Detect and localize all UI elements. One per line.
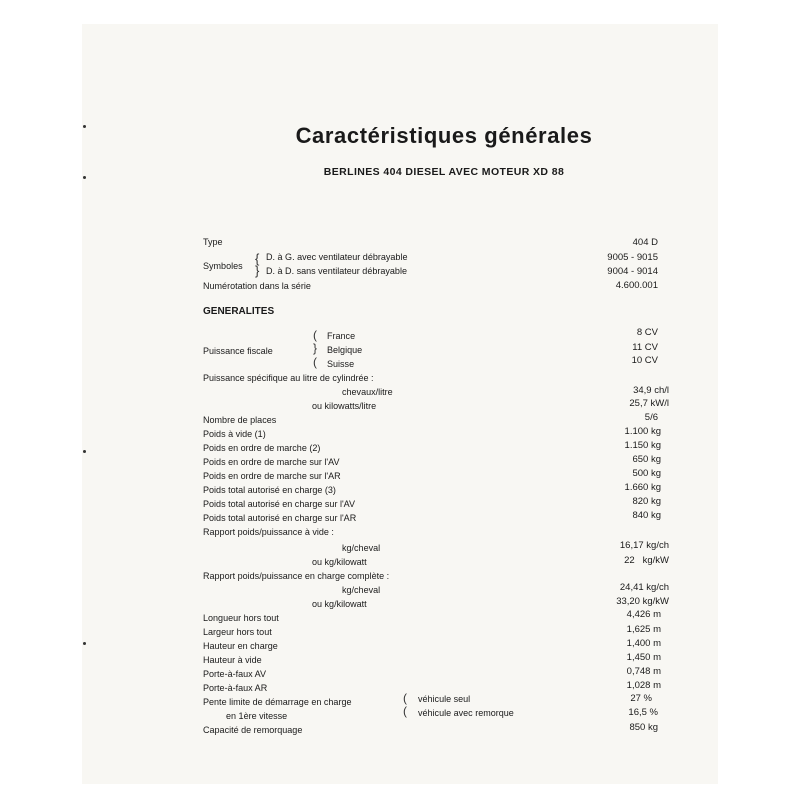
row-label: Pente limite de démarrage en charge (203, 697, 352, 708)
row-label: Poids en ordre de marche (2) (203, 443, 321, 454)
row-label: Poids en ordre de marche sur l'AR (203, 471, 341, 482)
margin-mark (83, 642, 86, 645)
row-sublabel: kg/cheval (342, 585, 381, 596)
row-value: 0,748 m (626, 666, 661, 677)
brace-mark: } (313, 341, 318, 355)
row-value: 22 kg/kW (624, 555, 669, 566)
row-sublabel: ou kg/kilowatt (312, 599, 367, 610)
row-label: Puissance fiscale (203, 346, 273, 357)
row-label: Porte-à-faux AV (203, 669, 267, 680)
row-value: 34,9 ch/l (633, 385, 669, 396)
row-value: 16,17 kg/ch (619, 540, 669, 551)
row-value: 1,028 m (626, 680, 661, 691)
row-label: Rapport poids/puissance à vide : (203, 527, 334, 538)
row-value: 4.600.001 (615, 280, 658, 291)
row-value: 650 kg (632, 454, 661, 465)
row-value: 24,41 kg/ch (619, 582, 669, 593)
row-label: Porte-à-faux AR (203, 683, 268, 694)
row-value: 9004 - 9014 (607, 266, 658, 277)
row-sublabel: véhicule avec remorque (418, 708, 514, 719)
row-value: 500 kg (632, 468, 661, 479)
brace-mark: ( (313, 355, 317, 369)
row-label: Longueur hors tout (203, 613, 279, 624)
row-sublabel: D. à G. avec ventilateur débrayable (266, 252, 408, 263)
brace-mark: { (255, 251, 260, 266)
row-value: 1,450 m (626, 652, 661, 663)
row-value: 1,400 m (626, 638, 661, 649)
brace-mark: } (255, 263, 260, 278)
row-value: 404 D (632, 237, 658, 248)
row-label: Nombre de places (203, 415, 277, 426)
row-label: Hauteur en charge (203, 641, 278, 652)
row-label: Puissance spécifique au litre de cylindrée : (203, 373, 374, 384)
row-value: 9005 - 9015 (607, 252, 658, 263)
row-label: Poids total autorisé en charge sur l'AV (203, 499, 356, 510)
brace-mark: ( (313, 328, 317, 342)
row-value: 1,625 m (626, 624, 661, 635)
row-label: Poids total autorisé en charge sur l'AR (203, 513, 357, 524)
row-label: Numérotation dans la série (203, 281, 311, 292)
row-label: Poids en ordre de marche sur l'AV (203, 457, 340, 468)
row-sublabel: kg/cheval (342, 543, 381, 554)
section-heading: GENERALITES (203, 306, 275, 317)
row-value: 840 kg (632, 510, 661, 521)
brace-mark: ( (403, 691, 407, 705)
row-sublabel: ou kilowatts/litre (312, 401, 377, 412)
row-value: 1.660 kg (624, 482, 661, 493)
row-label: Poids total autorisé en charge (3) (203, 485, 336, 496)
row-sublabel: Suisse (327, 359, 355, 370)
row-value: 11 CV (632, 342, 658, 353)
row-sublabel: D. à D. sans ventilateur débrayable (266, 266, 407, 277)
row-label: Capacité de remorquage (203, 725, 303, 736)
row-value: 5/6 (644, 412, 658, 423)
row-label: Hauteur à vide (203, 655, 262, 666)
row-value: 16,5 % (628, 707, 658, 718)
row-value: 8 CV (636, 327, 658, 338)
row-sublabel: chevaux/litre (342, 387, 393, 398)
row-value: 27 % (630, 693, 652, 704)
row-value: 850 kg (629, 722, 658, 733)
page-title: Caractéristiques générales (295, 123, 593, 148)
row-sublabel: véhicule seul (418, 694, 471, 705)
row-value: 1.150 kg (624, 440, 661, 451)
row-sublabel: ou kg/kilowatt (312, 557, 367, 568)
row-label: Type (203, 237, 223, 248)
brace-mark: ( (403, 704, 407, 718)
row-value: 33,20 kg/kW (616, 596, 669, 607)
row-value: 1.100 kg (624, 426, 661, 437)
row-sublabel: France (327, 331, 356, 342)
row-value: 820 kg (632, 496, 661, 507)
page-subtitle: BERLINES 404 DIESEL AVEC MOTEUR XD 88 (323, 166, 565, 178)
margin-mark (83, 450, 86, 453)
row-label: Poids à vide (1) (203, 429, 266, 440)
row-sublabel: Belgique (327, 345, 363, 356)
row-label: Largeur hors tout (203, 627, 272, 638)
row-label: Rapport poids/puissance en charge complète : (203, 571, 390, 582)
row-label: en 1ère vitesse (226, 711, 288, 722)
row-value: 25,7 kW/l (629, 398, 669, 409)
row-value: 4,426 m (626, 609, 661, 620)
row-value: 10 CV (631, 355, 658, 366)
row-label: Symboles (203, 261, 243, 272)
